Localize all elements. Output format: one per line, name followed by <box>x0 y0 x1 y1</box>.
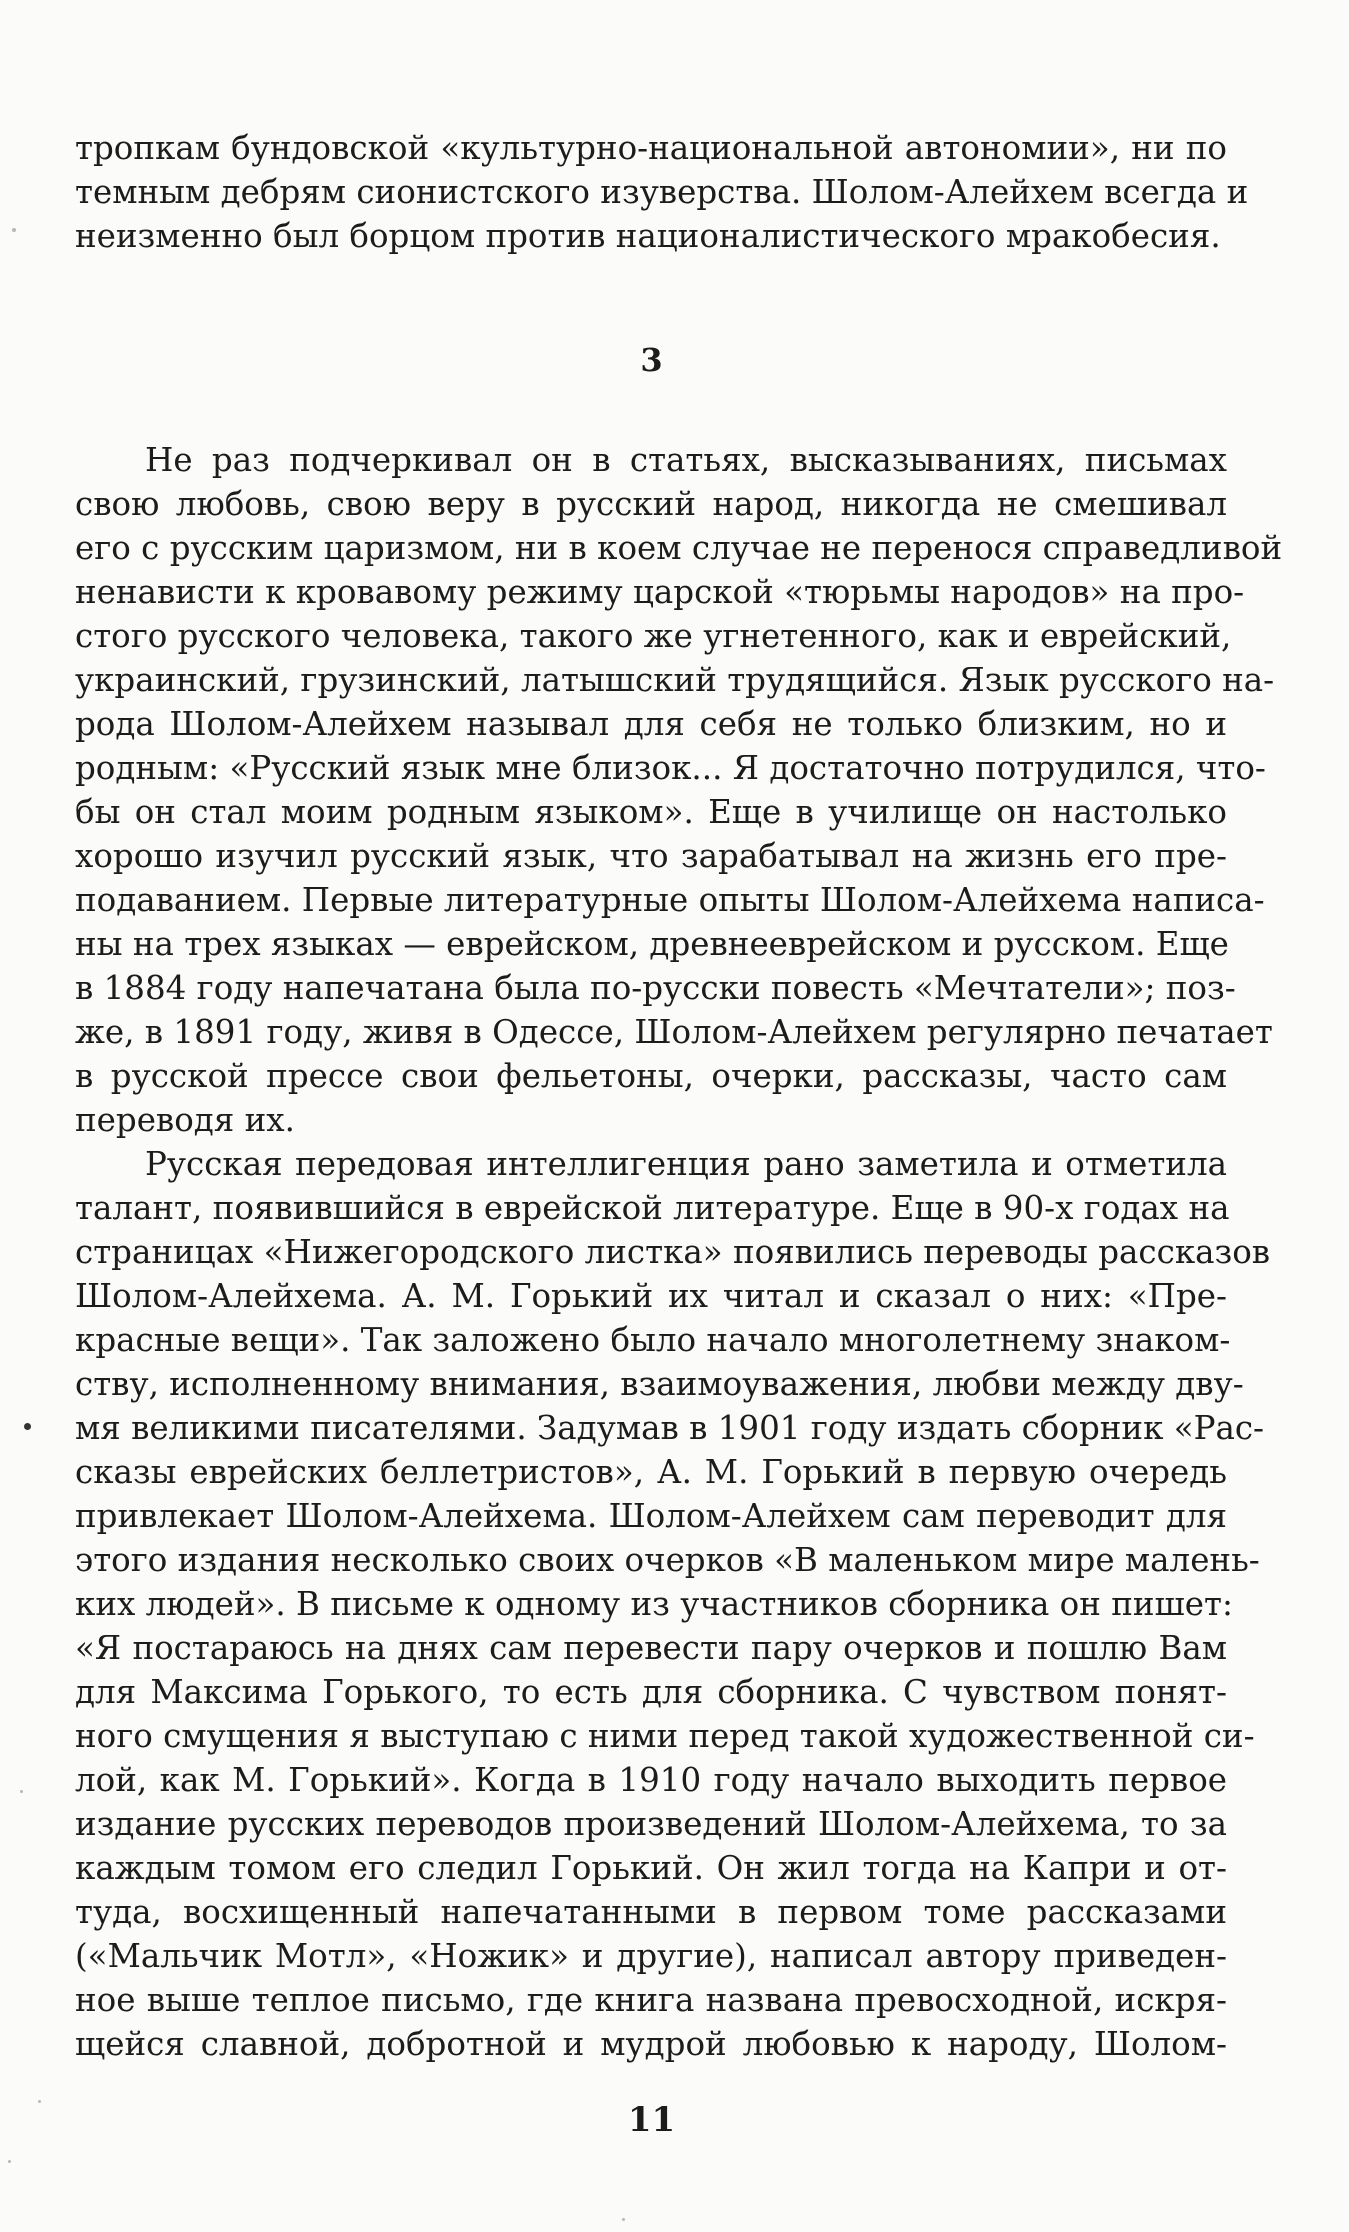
text-line: украинский, грузинский, латышский трудящийся. Язык русского на- <box>75 661 1275 699</box>
text-line: лой, как М. Горький». Когда в 1910 году начало выходить первое <box>75 1761 1227 1799</box>
scan-speck <box>12 228 16 232</box>
text-line: страницах «Нижегородского листка» появились переводы рассказов <box>75 1233 1271 1271</box>
text-line: темным дебрям сионистского изуверства. Шолом-Алейхем всегда и <box>75 173 1249 211</box>
text-line: каждым томом его следил Горький. Он жил тогда на Капри и от- <box>75 1849 1227 1887</box>
text-line: красные вещи». Так заложено было начало многолетнему знаком- <box>75 1321 1231 1359</box>
text-line: сказы еврейских беллетристов», А. М. Горький в первую очередь <box>75 1453 1227 1491</box>
text-line: ны на трех языках — еврейском, древнееврейском и русском. Еще <box>75 925 1229 963</box>
text-line: Не раз подчеркивал он в статьях, высказываниях, письмах <box>145 441 1227 479</box>
text-line: ких людей». В письме к одному из участников сборника он пишет: <box>75 1585 1233 1623</box>
text-line: же, в 1891 году, живя в Одессе, Шолом-Алейхем регулярно печатает <box>75 1013 1273 1051</box>
text-line: («Мальчик Мотл», «Ножик» и другие), написал автору приведен- <box>75 1937 1227 1975</box>
text-line: издание русских переводов произведений Шолом-Алейхема, то за <box>75 1805 1227 1843</box>
text-line: привлекает Шолом-Алейхема. Шолом-Алейхем сам переводит для <box>75 1497 1227 1535</box>
paragraph-1 <box>75 438 1283 1142</box>
text-line: неизменно был борцом против националистического мракобесия. <box>75 217 1221 255</box>
text-line: талант, появившийся в еврейской литературе. Еще в 90-х годах на <box>75 1189 1230 1227</box>
scan-speck <box>24 1423 31 1430</box>
text-line: ненависти к кровавому режиму царской «тюрьмы народов» на про- <box>75 573 1245 611</box>
text-line: «Я постараюсь на днях сам перевести пару очерков и пошлю Вам <box>75 1629 1227 1667</box>
text-line: рода Шолом-Алейхем называл для себя не только близким, но и <box>75 705 1227 743</box>
text-line: его с русским царизмом, ни в коем случае не перенося справедливой <box>75 529 1283 567</box>
page-number: 11 <box>627 2100 676 2140</box>
text-line: хорошо изучил русский язык, что зарабатывал на жизнь его пре- <box>75 837 1227 875</box>
intro-text <box>75 126 1249 258</box>
text-line: стого русского человека, такого же угнетенного, как и еврейский, <box>75 617 1232 655</box>
text-line: бы он стал моим родным языком». Еще в училище он настолько <box>75 793 1227 831</box>
text-line: Русская передовая интеллигенция рано заметила и отметила <box>145 1145 1227 1183</box>
text-line: Шолом-Алейхема. А. М. Горький их читал и сказал о них: «Пре- <box>75 1277 1227 1315</box>
text-line: тропкам бундовской «культурно-национальной автономии», ни по <box>75 129 1227 167</box>
text-line: свою любовь, свою веру в русский народ, никогда не смешивал <box>75 485 1227 523</box>
section-number: 3 <box>640 341 663 379</box>
text-line: подаванием. Первые литературные опыты Шолом-Алейхема написа- <box>75 881 1265 919</box>
text-line: в 1884 году напечатана была по-русски повесть «Мечтатели»; поз- <box>75 969 1236 1007</box>
scan-speck <box>38 2100 41 2103</box>
scan-speck <box>20 1790 23 1793</box>
text-line: мя великими писателями. Задумав в 1901 году издать сборник «Рас- <box>75 1409 1265 1447</box>
paragraph-2 <box>75 1142 1271 2066</box>
text-line: ного смущения я выступаю с ними перед такой художественной си- <box>75 1717 1255 1755</box>
scan-speck <box>8 2160 11 2163</box>
text-line: переводя их. <box>75 1101 295 1139</box>
text-line: этого издания несколько своих очерков «В маленьком мире малень- <box>75 1541 1260 1579</box>
text-line: туда, восхищенный напечатанными в первом томе рассказами <box>75 1893 1227 1931</box>
text-line: ству, исполненному внимания, взаимоуважения, любви между дву- <box>75 1365 1244 1403</box>
scan-speck <box>622 2218 625 2221</box>
text-line: в русской прессе свои фельетоны, очерки, рассказы, часто сам <box>75 1057 1227 1095</box>
text-line: щейся славной, добротной и мудрой любовью к народу, Шолом- <box>75 2025 1227 2063</box>
text-line: для Максима Горького, то есть для сборника. С чувством понят- <box>75 1673 1227 1711</box>
text-line: родным: «Русский язык мне близок... Я достаточно потрудился, что- <box>75 749 1266 787</box>
text-line: ное выше теплое письмо, где книга названа превосходной, искря- <box>75 1981 1227 2019</box>
